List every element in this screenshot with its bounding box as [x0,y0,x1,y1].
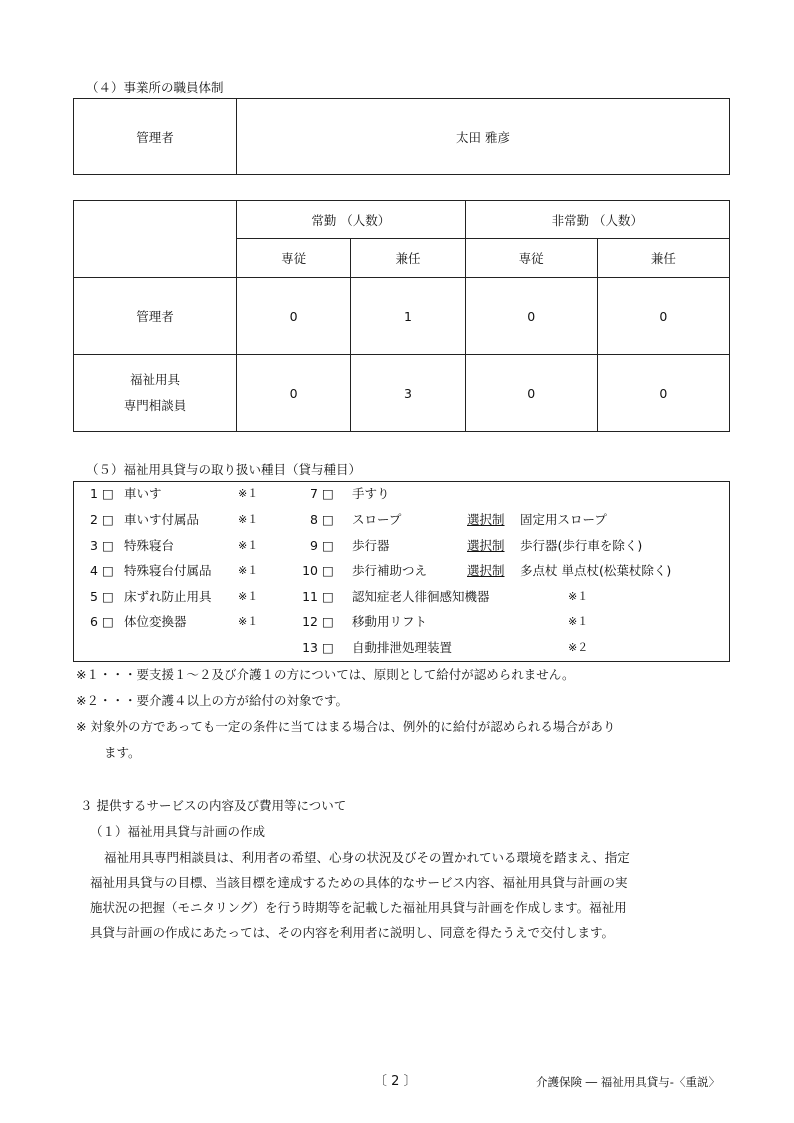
list-item [84,536,259,556]
item-number: 8 [310,512,318,527]
checkbox-icon[interactable]: □ [321,589,334,604]
manager-table [73,98,730,175]
note-line: ※ 対象外の方であっても一定の条件に当てはまる場合は、例外的に給付が認められる場合があり [76,719,616,734]
item-number: 6 [90,614,98,629]
row-label-text: 管理者 [136,309,174,324]
note-line: ます。 [104,745,141,760]
item-detail: 多点杖 単点杖(松葉杖除く) [520,563,672,578]
checkbox-icon[interactable]: □ [101,614,114,629]
checkbox-icon[interactable]: □ [321,640,334,655]
item-name: 移動用リフト [352,614,428,629]
item-note: ※１ [568,590,589,603]
item-number: 4 [90,563,98,578]
cell-value: 1 [351,278,465,355]
checkbox-icon[interactable]: □ [101,486,114,501]
checkbox-icon[interactable]: □ [101,512,114,527]
table-row [74,355,730,432]
selection-label: 選択制 [467,538,505,553]
list-item [84,587,259,607]
section3-sub-heading: （１）福祉用具貸与計画の作成 [90,824,266,839]
item-name: 体位変換器 [124,614,187,629]
footer-document-title: 介護保険 ― 福祉用具貸与-〈重説〉 [536,1075,720,1089]
item-name: 特殊寝台 [124,538,175,553]
checkbox-icon[interactable]: □ [321,486,334,501]
item-number: 13 [302,640,318,655]
selection-label: 選択制 [467,563,505,578]
item-number: 11 [302,589,318,604]
cell-value: 3 [351,355,465,432]
section3-heading: ３ 提供するサービスの内容及び費用等について [80,798,347,813]
paragraph-line: 具貸与計画の作成にあたっては、その内容を利用者に説明し、同意を得たうえで交付します。 [90,925,615,940]
list-item [298,536,718,556]
row-label [74,355,237,432]
list-item [298,510,718,530]
staff-table [73,200,730,432]
cell-value: 0 [597,355,729,432]
item-number: 5 [90,589,98,604]
item-note: ※２ [568,641,589,654]
checkbox-icon[interactable]: □ [101,589,114,604]
row-label [74,278,237,355]
cell-value: 0 [237,355,351,432]
item-detail: 固定用スロープ [520,512,607,527]
checkbox-icon[interactable]: □ [101,538,114,553]
item-note: ※１ [238,590,259,603]
paragraph-line: 施状況の把握（モニタリング）を行う時期等を記載した福祉用具貸与計画を作成します。福祉用 [90,900,627,915]
item-name: 手すり [352,486,390,501]
checkbox-icon[interactable]: □ [321,512,334,527]
cell-value: 0 [237,278,351,355]
item-number: 3 [90,538,98,553]
staff-table-corner [74,201,237,278]
item-name: 車いす [124,486,162,501]
item-name: スロープ [352,512,402,527]
checkbox-icon[interactable]: □ [321,563,334,578]
item-name: 車いす付属品 [124,512,200,527]
item-note: ※１ [238,564,259,577]
cell-value: 0 [597,278,729,355]
item-note: ※１ [568,615,589,628]
selection-label: 選択制 [467,512,505,527]
cell-value: 0 [465,355,597,432]
note-line: ※１・・・要支援１～２及び介護１の方については、原則として給付が認められません。 [76,667,575,682]
list-item [84,510,259,530]
manager-label: 管理者 [74,99,237,175]
list-item [298,638,718,658]
item-note: ※１ [238,513,259,526]
cell-value: 0 [465,278,597,355]
paragraph-line: 福祉用具専門相談員は、利用者の希望、心身の状況及びその置かれている環境を踏まえ、指定 [104,850,630,865]
paragraph-line: 福祉用具貸与の目標、当該目標を達成するための具体的なサービス内容、福祉用具貸与計画の実 [90,875,628,890]
checkbox-icon[interactable]: □ [321,538,334,553]
sub-header: 兼任 [597,239,729,278]
item-name: 歩行補助つえ [352,563,428,578]
item-name: 自動排泄処理装置 [352,640,453,655]
sub-header: 兼任 [351,239,465,278]
item-note: ※１ [238,539,259,552]
list-item [84,484,259,504]
sub-header: 専従 [237,239,351,278]
item-number: 2 [90,512,98,527]
list-item [298,484,718,504]
manager-name: 太田 雅彦 [237,99,730,175]
section4-heading: （４）事業所の職員体制 [86,80,224,95]
checkbox-icon[interactable]: □ [321,614,334,629]
sub-header: 専従 [465,239,597,278]
item-name: 床ずれ防止用具 [124,589,212,604]
item-note: ※１ [238,615,259,628]
item-number: 7 [310,486,318,501]
item-note: ※１ [238,487,259,500]
item-name: 認知症老人徘徊感知機器 [352,589,490,604]
list-item [298,561,718,581]
item-detail: 歩行器(歩行車を除く) [520,538,643,553]
item-number: 10 [302,563,318,578]
note-line: ※２・・・要介護４以上の方が給付の対象です。 [76,693,348,708]
item-number: 12 [302,614,318,629]
full-time-header: 常勤 （人数） [237,201,466,239]
item-name: 歩行器 [352,538,390,553]
list-item [298,587,718,607]
section5-heading: （５）福祉用具貸与の取り扱い種目（貸与種目） [86,462,362,477]
item-name: 特殊寝台付属品 [124,563,212,578]
item-number: 9 [310,538,318,553]
checkbox-icon[interactable]: □ [101,563,114,578]
row-label-line2: 専門相談員 [123,398,187,413]
row-label-line1: 福祉用具 [129,372,180,387]
list-item [298,612,718,632]
item-number: 1 [90,486,98,501]
part-time-header: 非常勤 （人数） [465,201,729,239]
list-item [84,612,259,632]
page-number: 〔 2 〕 [374,1074,417,1089]
list-item [84,561,259,581]
table-row [74,278,730,355]
